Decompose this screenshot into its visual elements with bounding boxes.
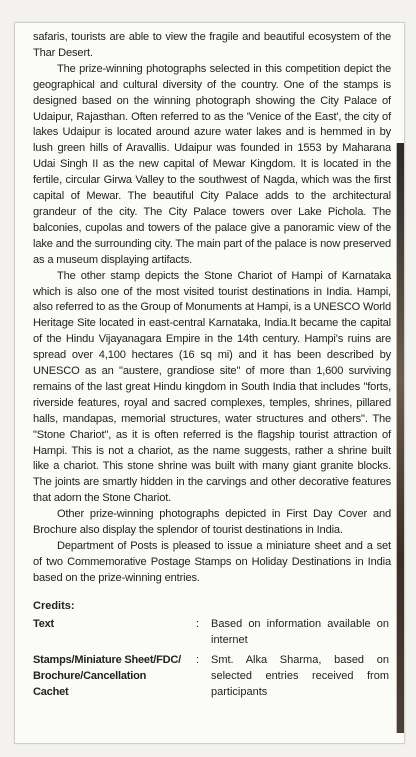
paragraph-fdc: Other prize-winning photographs depicted in First Day Cover and Brochure also display the splendor of tourist destinations in India. [33, 508, 391, 537]
credit-value: Smt. Alka Sharma, based on selected entries received from participants [211, 654, 389, 698]
credit-label: Text [33, 618, 55, 630]
paragraph-department: Department of Posts is pleased to issue a miniature sheet and a set of two Commemorative Postage Stamps on Holiday Destinations in India based on the prize-winning entries. [33, 540, 391, 584]
credit-label: Stamps/Miniature Sheet/FDC/ Brochure/Cancellation Cachet [33, 654, 182, 698]
paragraph-hampi: The other stamp depicts the Stone Chariot of Hampi of Karnataka which is also one of the most visited tourist destinations in India. Hampi, also referred to as the Group of Monuments at Hampi, is a UNESCO World Heritage Site located in east-central Karnataka, India.It became the capital of the Hindu Vijayanagara Empire in the 14th century. Hampi's ruins are spread over 4,100 hectares (16 sq mi) and it has been described by UNESCO as an "austere, grandiose site" of more than 1,600 surviving remains of the last great Hindu kingdom in South India that includes "forts, riverside features, royal and sacred complexes, temples, shrines, pillared halls, mandapas, memorial structures, water structures and others". The "Stone Chariot", as it is often referred is the flagship tourist attraction of Hampi. This is not a chariot, as the name suggests, rather a shrine built like a chariot. This stone shrine was built with many giant granite blocks. The joints are smartly hidden in the carvings and other decorative features that adorn the Stone Chariot. [33, 269, 392, 505]
page-edge-shadow [396, 143, 404, 733]
credit-colon: : [196, 618, 200, 630]
credits-title: Credits: [33, 600, 75, 612]
credit-value: Based on information available on internet [211, 618, 389, 646]
body-text [33, 30, 391, 587]
credit-colon: : [196, 654, 200, 666]
paragraph-thar: safaris, tourists are able to view the fragile and beautiful ecosystem of the Thar Desert. [33, 31, 391, 59]
paragraph-udaipur: The prize-winning photographs selected in this competition depict the geographical and cultural diversity of the country. One of the stamps is designed based on the winning photograph showing the City Palace of Udaipur, Rajasthan. Often referred to as the 'Venice of the East', the city of lakes Udaipur is located around azure water lakes and is hemmed in by lush green hills of Aravallis. Udaipur was founded in 1553 by Maharana Udai Singh II as the new capital of Mewar Kingdom. It is located in the fertile, circular Girwa Valley to the southwest of Nagda, which was the first capital of Mewar. The beautiful City Palace adds to the architectural grandeur of the city. The City Palace towers over Lake Pichola. The balconies, cupolas and towers of the palace give a panoramic view of the lake and the surrounding city. The main part of the palace is now preserved as a museum displaying artifacts. [33, 62, 391, 266]
